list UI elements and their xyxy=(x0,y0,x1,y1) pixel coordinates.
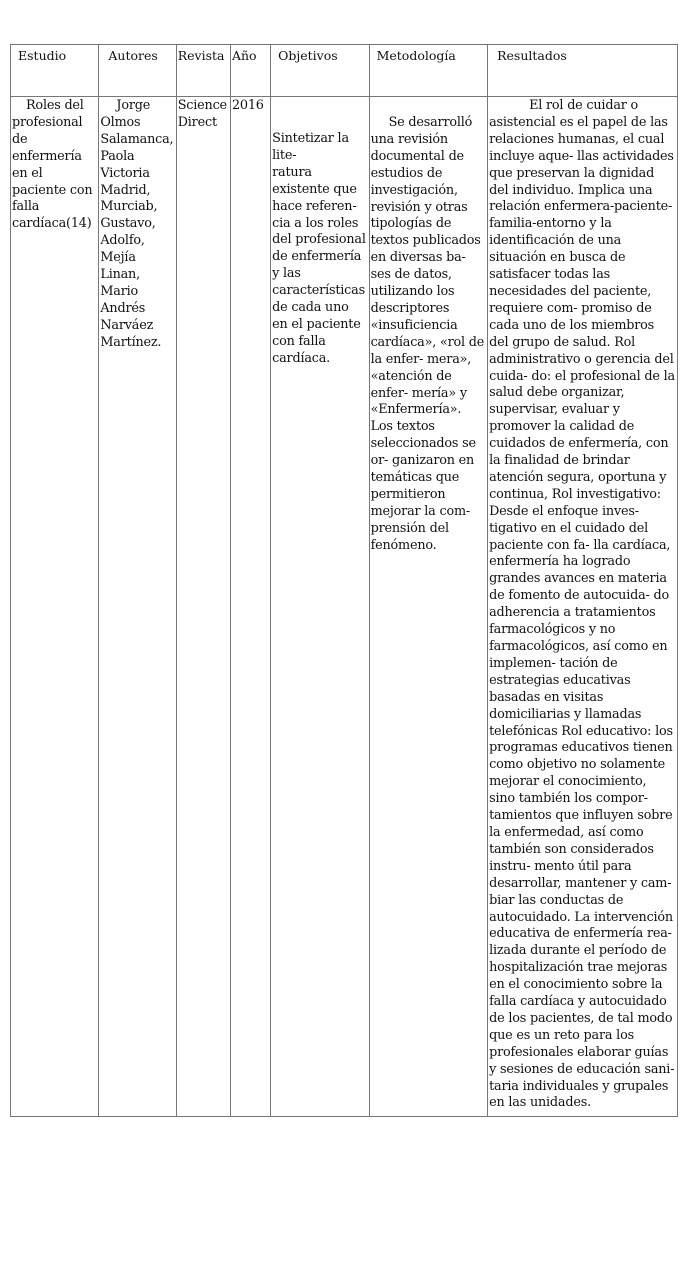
cell-metodologia: Se desarrolló una revisión documental de estudios de investigación, revisión y otras tipologías de textos publicados en diversas ba- ses de datos, utilizando los descriptores «insuficiencia cardíaca», «rol de la enfer- mera», «atención de enfer- mería» y «Enfermería». Los textos seleccionados se or- ganizaron en temáticas que permitieron mejorar la com- prensión del fenómeno. xyxy=(369,97,488,1117)
cell-estudio: Roles del profesional de enfermería en el paciente con falla cardíaca(14) xyxy=(11,97,99,1117)
table-header-row xyxy=(11,45,678,97)
literature-review-table xyxy=(10,44,678,1117)
header-resultados xyxy=(488,45,678,97)
cell-anio: 2016 xyxy=(230,97,270,1117)
header-estudio-label: Estudio xyxy=(18,48,67,63)
header-estudio xyxy=(11,45,99,97)
header-anio xyxy=(230,45,270,97)
cell-autores: Jorge Olmos Salamanca, Paola Victoria Madrid, Murciab, Gustavo, Adolfo, Mejía Linan, Mario Andrés Narváez Martínez. xyxy=(99,97,176,1117)
header-metodologia xyxy=(369,45,488,97)
cell-revista: Science Direct xyxy=(176,97,230,1117)
table-row xyxy=(11,97,678,1117)
header-resultados-label: Resultados xyxy=(497,48,567,63)
cell-resultados: El rol de cuidar o asistencial es el papel de las relaciones humanas, el cual incluye aque- llas actividades que preservan la dignidad del individuo. Implica una relación enfermera-paciente-familia-entorno y la identificación de una situación en busca de satisfacer todas las necesidades del paciente, requiere com- promiso de cada uno de los miembros del grupo de salud. Rol administrativo o gerencia del cuida- do: el profesional de la salud debe organizar, supervisar, evaluar y promover la calidad de cuidados de enfermería, con la finalidad de brindar atención segura, oportuna y continua, Rol investigativo: Desde el enfoque inves- tigativo en el cuidado del paciente con fa- lla cardíaca, enfermería ha logrado grandes avances en materia de fomento de autocuida- do adherencia a tratamientos farmacológicos y no farmacológicos, así como en implemen- tación de estrategias educativas basadas en visitas domiciliarias y llamadas telefónicas Rol educativo: los programas educativos tienen como objetivo no solamente mejorar el conocimiento, sino también los compor- tamientos que influyen sobre la enfermedad, así como también son considerados instru- mento útil para desarrollar, mantener y cam- biar las conductas de autocuidado. La intervención educativa de enfermería rea- lizada durante el período de hospitalización trae mejoras en el conocimiento sobre la falla cardíaca y autocuidado de los pacientes, de tal modo que es un reto para los profesionales elaborar guías y sesiones de educación sani- taria individuales y grupales en las unidades. xyxy=(488,97,678,1117)
header-metodologia-label: Metodología xyxy=(376,48,456,63)
header-objetivos xyxy=(271,45,369,97)
header-revista xyxy=(176,45,230,97)
header-autores xyxy=(99,45,176,97)
header-revista-label: Revista xyxy=(177,48,225,63)
header-anio-label: Año xyxy=(231,48,257,63)
cell-objetivos: Sintetizar la lite- ratura existente que hace referen- cia a los roles del profesional de enfermería y las características de cada uno en el paciente con falla cardíaca. xyxy=(271,97,369,1117)
header-objetivos-label: Objetivos xyxy=(278,48,338,63)
header-autores-label: Autores xyxy=(108,48,158,63)
